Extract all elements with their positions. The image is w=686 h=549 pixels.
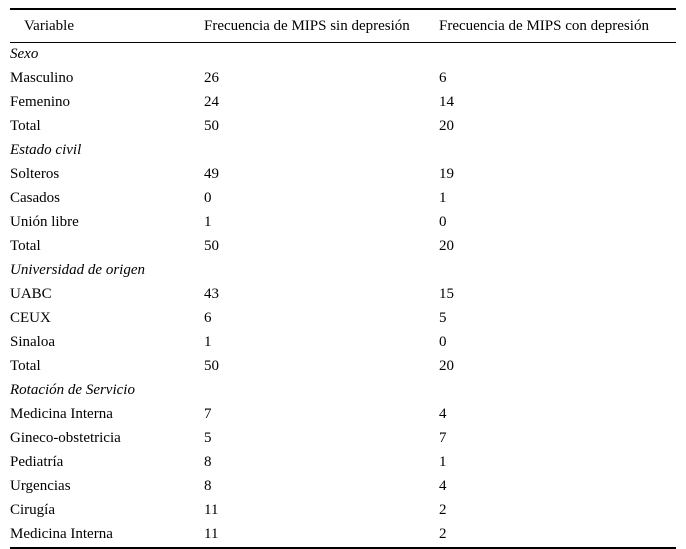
table-row — [10, 523, 676, 548]
row-value-con: 19 — [439, 166, 454, 182]
table-row — [10, 427, 676, 451]
header-row — [10, 9, 676, 43]
table-row — [10, 379, 676, 403]
row-value-sin: 7 — [204, 406, 212, 422]
row-value-sin: 8 — [204, 454, 212, 470]
row-label: UABC — [10, 286, 52, 302]
row-value-con: 4 — [439, 478, 447, 494]
row-label: Total — [10, 238, 41, 254]
row-value-con: 6 — [439, 70, 447, 86]
row-label: Casados — [10, 190, 60, 206]
section-label: Sexo — [10, 46, 39, 62]
row-value-con: 0 — [439, 334, 447, 350]
row-value-con: 20 — [439, 118, 454, 134]
row-label: Cirugía — [10, 502, 55, 518]
table-row — [10, 355, 676, 379]
header-variable: Variable — [10, 9, 204, 43]
row-label: Pediatría — [10, 454, 64, 470]
row-label: Total — [10, 118, 41, 134]
table-row — [10, 283, 676, 307]
table-row — [10, 259, 676, 283]
table-row — [10, 451, 676, 475]
row-value-sin: 8 — [204, 478, 212, 494]
row-label: Medicina Interna — [10, 526, 113, 542]
row-value-sin: 50 — [204, 118, 219, 134]
row-value-con: 5 — [439, 310, 447, 326]
row-value-con: 1 — [439, 454, 447, 470]
row-value-sin: 24 — [204, 94, 219, 110]
table-row — [10, 115, 676, 139]
row-value-sin: 11 — [204, 526, 219, 542]
row-value-sin: 1 — [204, 214, 212, 230]
row-label: CEUX — [10, 310, 51, 326]
table-row — [10, 187, 676, 211]
row-value-sin: 49 — [204, 166, 219, 182]
row-value-sin: 0 — [204, 190, 212, 206]
table-row — [10, 331, 676, 355]
table-row — [10, 235, 676, 259]
row-label: Solteros — [10, 166, 60, 182]
row-value-con: 14 — [439, 94, 454, 110]
table-header — [10, 9, 676, 43]
row-value-con: 2 — [439, 526, 447, 542]
row-value-sin: 43 — [204, 286, 219, 302]
table-body — [10, 43, 676, 549]
table-row — [10, 499, 676, 523]
row-value-con: 2 — [439, 502, 447, 518]
row-value-sin: 26 — [204, 70, 219, 86]
row-value-con: 0 — [439, 214, 447, 230]
header-sin-depresion: Frecuencia de MIPS sin depresión — [204, 9, 439, 43]
table-row — [10, 43, 676, 68]
section-label: Universidad de origen — [10, 262, 145, 278]
row-label: Masculino — [10, 70, 74, 86]
section-label: Rotación de Servicio — [10, 382, 135, 398]
row-label: Urgencias — [10, 478, 71, 494]
table-row — [10, 475, 676, 499]
table-row — [10, 139, 676, 163]
row-value-con: 20 — [439, 358, 454, 374]
section-label: Estado civil — [10, 142, 82, 158]
row-label: Medicina Interna — [10, 406, 113, 422]
row-value-sin: 6 — [204, 310, 212, 326]
row-value-sin: 11 — [204, 502, 219, 518]
row-value-con: 4 — [439, 406, 447, 422]
table-row — [10, 91, 676, 115]
table-row — [10, 211, 676, 235]
row-label: Femenino — [10, 94, 70, 110]
table-row — [10, 403, 676, 427]
row-value-sin: 1 — [204, 334, 212, 350]
row-label: Unión libre — [10, 214, 79, 230]
row-value-con: 20 — [439, 238, 454, 254]
header-con-depresion: Frecuencia de MIPS con depresión — [439, 9, 676, 43]
row-label: Sinaloa — [10, 334, 55, 350]
frequency-table — [10, 8, 676, 549]
row-value-con: 15 — [439, 286, 454, 302]
row-value-sin: 50 — [204, 238, 219, 254]
row-value-con: 1 — [439, 190, 447, 206]
row-value-sin: 50 — [204, 358, 219, 374]
row-value-con: 7 — [439, 430, 447, 446]
table-row — [10, 163, 676, 187]
row-label: Gineco-obstetricia — [10, 430, 121, 446]
table-row — [10, 67, 676, 91]
row-value-sin: 5 — [204, 430, 212, 446]
row-label: Total — [10, 358, 41, 374]
table-row — [10, 307, 676, 331]
